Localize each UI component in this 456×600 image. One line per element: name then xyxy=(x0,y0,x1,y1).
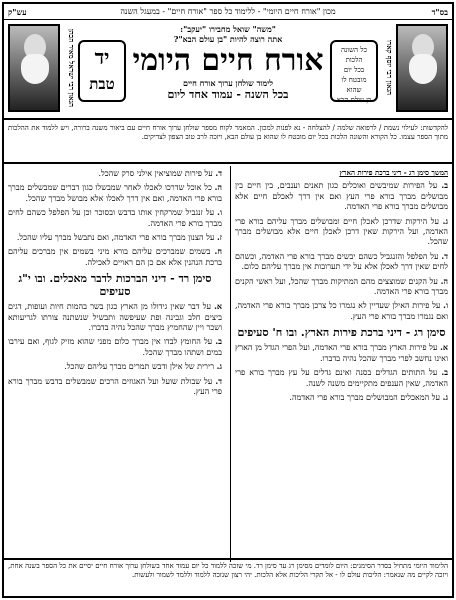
item-text: על הירקות שדרכן לאכלן חיים ומבושלים מברך עליהם בורא פרי האדמה, ועל הירקות שאין דרכן לאכלן חיים אלא מבושלים מברך שהכל. xyxy=(235,216,448,247)
subtitle-4: בכל השנה - עמוד אחד ליום xyxy=(167,88,289,101)
list-item xyxy=(8,207,222,229)
item-number: ה. xyxy=(440,275,448,286)
item-text: כל אוכל שדרכו לאכלו לאחר שמבשלו כגון דברים שמבשלים מברך בורא פרי האדמה, ואם אין דרך לאכלו אלא מבושל מברך שהכל. xyxy=(8,183,222,203)
item-text: על התותים הגדלים בסנה ואינם גדלים על עץ מברך בורא פרי האדמה, שאין הענפים מתקיימים משנה לשנה. xyxy=(235,368,448,388)
item-number: ה. xyxy=(214,182,222,193)
column-right xyxy=(230,166,452,562)
item-text: על הצנון מברך בורא פרי האדמה, ואם נתבשל מברך עליו שהכל. xyxy=(16,233,215,243)
item-text: על הפלפל והזנגביל כשהם יבשים מברך בורא פרי האדמה, וכשהם לחים שאין דרך לאכלן אלא על ידי תערובות אין מברך עליהם כלום. xyxy=(235,251,448,272)
info-line: מובטח לו xyxy=(341,76,367,84)
siman-heading: סימן רד - דיני הברכות לדבר מאכלים. ובו י"ג סעיפים xyxy=(18,272,212,299)
footer-text: הלימוד היומי מתחיל בסדר הסימנים: היום לומדים מסימן רג עד סימן רד. מי שזכה ללמוד כל יום עמוד אחד בשולחן ערוך אורח חיים יסיים את כל הספר בשנה אחת, ויזכה לקיים מה שנאמר: הליכות עולם לו - אל תקרי הליכות אלא הלכות. יהי רצון שנזכה ללמוד וללמד לשמור ולעשות. xyxy=(4,558,452,596)
subtitle-3: לימוד שולחן ערוך אורח חיים xyxy=(182,78,274,88)
list-item xyxy=(235,216,448,248)
list-item xyxy=(235,367,448,389)
portrait-beard xyxy=(409,54,437,84)
siman-heading: סימן רג - דיני ברכת פירות הארץ. ובו ח' סעיפים xyxy=(237,326,446,340)
item-number: ב. xyxy=(215,336,223,347)
item-number: א. xyxy=(440,342,448,353)
item-number: ב. xyxy=(441,180,449,191)
item-text: על הפירות שמיבשים ואוכלים כגון תאנים וענבים, בין חיים בין מבושלים מברך בורא פרי העץ ואם אין דרך לאכלם חיים אלא מבושלים מברך בורא פרי האדמה. xyxy=(235,181,448,212)
list-item xyxy=(8,168,222,179)
info-line: שהוא xyxy=(346,86,362,94)
item-number: ו. xyxy=(443,300,448,311)
item-number: ב. xyxy=(441,367,449,378)
top-bar-left: עש"ק xyxy=(8,7,27,17)
portrait-beard xyxy=(21,54,49,84)
item-number: א. xyxy=(214,301,222,312)
portrait-left-caption: הגאון רבי ישראל מאיר הכהן xyxy=(67,29,76,107)
item-text: על זנגביל שמרקחין אותו בדבש ובסוכר וכן על הפלפל כשהם לחים מברך בורא פרי האדמה. xyxy=(8,208,222,228)
info-box xyxy=(330,40,378,102)
list-item xyxy=(8,361,222,372)
content-columns xyxy=(4,166,452,562)
item-text: בשמים שמברכים עליהם בורא מיני בשמים אין מברכים עליהם ברכת הנהנין אלא אם כן הם ראויים לאכילה. xyxy=(8,247,222,267)
item-text: על החומץ לבדו אין מברך כלום מפני שהוא מזיק לגוף, ואם עירבו במים ושתהו מברך שהכל. xyxy=(8,337,222,357)
list-item xyxy=(8,301,222,333)
notice-text: להקדשות: לעילוי נשמת / לרפואה שלמה / להצלחה - נא לפנות למכון. המאמר לקוח מספר שולחן ערוך אורח חיים עם ביאור משנה ברורה, ויש ללמוד את ההלכות מתוך הספר עצמו. כל הקורא והשונה הלכות בכל יום מובטח לו שהוא בן עולם הבא, ויזכה לרב טוב הצפון לצדיקים. xyxy=(4,122,452,164)
item-text: על דבר שאין גידולו מן הארץ כגון בשר בהמות חיות ועופות, דגים ביצים חלב וגבינה ופת שעיפשה ותבשיל שנשתנה צורתו לגריעותא ושכר ויין שהחמיץ מברך שהכל נהיה בדברו. xyxy=(8,302,222,333)
list-item xyxy=(235,180,448,212)
list-item xyxy=(235,276,448,298)
page xyxy=(2,2,454,598)
list-item xyxy=(8,182,222,204)
item-text: על פירות האילן שעדיין לא נגמרו כל צרכן מברך בורא פרי האדמה, ואם נגמרו מברך בורא פרי העץ. xyxy=(235,301,448,321)
column-left xyxy=(4,166,226,562)
list-item xyxy=(235,392,448,403)
item-text: רירית של אילן ודבש תמרים מברך עליהם שהכל. xyxy=(64,362,215,372)
info-line: בכל יום xyxy=(343,66,365,74)
main-title: אורח חיים היומי xyxy=(132,43,324,78)
list-item xyxy=(8,376,222,398)
item-number: ד. xyxy=(215,168,222,178)
date-month: טבת xyxy=(89,75,115,93)
item-number: ד. xyxy=(441,250,448,261)
section-head: המשך סימן רג - דיני ברכת פירות הארץ xyxy=(339,168,448,177)
item-text: על פירות שמוציאין אילני סרק שהכל. xyxy=(98,169,213,178)
list-item xyxy=(8,246,222,268)
top-bar xyxy=(4,4,452,20)
item-number: ג. xyxy=(442,391,448,402)
list-item xyxy=(8,232,222,243)
item-number: ז. xyxy=(216,232,222,243)
top-bar-right: בס"ד xyxy=(431,7,448,17)
item-text: על שבולת שועל ועל האגוזים הרכים שמבשלים בדבש מברך בורא פרי העץ. xyxy=(8,376,222,397)
info-line: כל השונה xyxy=(341,46,367,54)
info-line: הלכות xyxy=(345,56,363,64)
item-text: על הקנים שמוצצים מהם המתיקות מברך שהכל, ועל ראשי הקנים מברך בורא פרי האדמה. xyxy=(235,276,448,297)
item-number: ג. xyxy=(442,215,448,226)
date-box xyxy=(78,40,126,102)
list-item xyxy=(235,342,448,364)
list-item xyxy=(8,336,222,358)
header xyxy=(4,20,452,120)
item-number: ד. xyxy=(215,375,222,386)
item-number: ח. xyxy=(214,246,223,257)
info-line: בן עולם הבא xyxy=(336,96,372,104)
subtitle-2: אתה רוצה להיות "בן עולם הבא"? xyxy=(173,34,283,44)
top-bar-center: מכון "אורח חיים היומי" - ללימוד כל ספר "אורח חיים" - במעגל השנה xyxy=(120,7,336,16)
item-number: ו. xyxy=(217,207,222,218)
list-item xyxy=(235,251,448,273)
portrait-right-image xyxy=(396,24,448,112)
item-text: על המאכלים המבושלים מברך בורא פרי האדמה. xyxy=(289,392,441,402)
subtitle-1: "משה" שואל מחבירו "יעקב": xyxy=(180,24,276,34)
date-day: יד xyxy=(94,45,110,69)
item-text: על פירות הארץ מברך בורא פרי האדמה, ועל הפרי הגדל מן הארץ ואינו נחשב לפרי מברך שהכל נהיה בדברו. xyxy=(235,343,448,363)
portrait-left-image xyxy=(8,24,60,112)
portrait-right-caption: הגאון רבי יוסף קארו xyxy=(385,40,394,96)
list-item xyxy=(235,300,448,322)
item-number: ג. xyxy=(216,361,222,372)
title-block xyxy=(130,24,326,101)
